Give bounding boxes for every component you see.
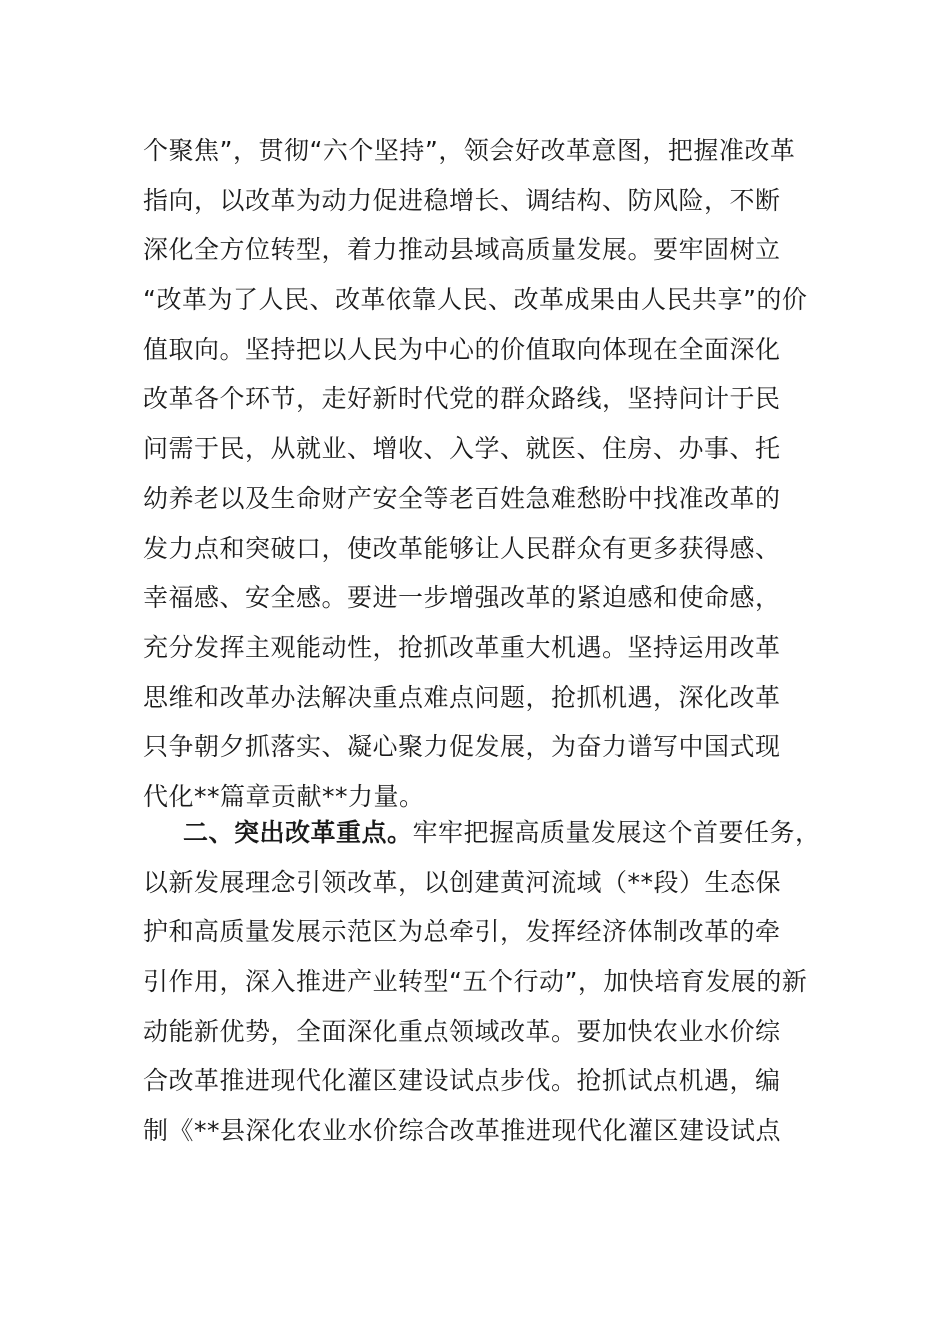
text-line: 指向，以改革为动力促进稳增长、调结构、防风险，不断 <box>143 185 781 215</box>
text-line: “改革为了人民、改革依靠人民、改革成果由人民共享”的价 <box>143 285 808 315</box>
text-line: 护和高质量发展示范区为总牵引，发挥经济体制改革的牵 <box>143 917 781 947</box>
text-line: 只争朝夕抓落实、凝心聚力促发展，为奋力谱写中国式现 <box>143 732 781 762</box>
text-line: 个聚焦”，贯彻“六个坚持”，领会好改革意图，把握准改革 <box>143 136 796 165</box>
text-line: 值取向。坚持把以人民为中心的价值取向体现在全面深化 <box>143 334 781 364</box>
paragraph-2 <box>143 808 833 1156</box>
text-line: 改革各个环节，走好新时代党的群众路线，坚持问计于民 <box>143 384 781 414</box>
text-line: 代化**篇章贡献**力量。 <box>143 781 425 811</box>
first-line-text: 牢牢把握高质量发展这个首要任务， <box>412 818 821 847</box>
text-line: 合改革推进现代化灌区建设试点步伐。抢抓试点机遇，编 <box>143 1066 781 1096</box>
text-line: 充分发挥主观能动性，抢抓改革重大机遇。坚持运用改革 <box>143 632 781 662</box>
text-line: 幼养老以及生命财产安全等老百姓急难愁盼中找准改革的 <box>143 483 781 513</box>
section-heading: 二、突出改革重点。 <box>183 818 413 847</box>
text-line: 引作用，深入推进产业转型“五个行动”，加快培育发展的新 <box>143 967 808 997</box>
text-line: 以新发展理念引领改革，以创建黄河流域（**段）生态保 <box>143 867 782 897</box>
paragraph-first-line <box>143 808 833 858</box>
text-line: 发力点和突破口，使改革能够让人民群众有更多获得感、 <box>143 533 781 563</box>
text-line: 制《**县深化农业水价综合改革推进现代化灌区建设试点 <box>143 1116 782 1146</box>
text-line: 深化全方位转型，着力推动县域高质量发展。要牢固树立 <box>143 235 781 265</box>
paragraph-1 <box>143 126 833 822</box>
text-line: 思维和改革办法解决重点难点问题，抢抓机遇，深化改革 <box>143 682 781 712</box>
text-line: 问需于民，从就业、增收、入学、就医、住房、办事、托 <box>143 434 781 464</box>
text-line: 动能新优势，全面深化重点领域改革。要加快农业水价综 <box>143 1016 781 1046</box>
text-line: 幸福感、安全感。要进一步增强改革的紧迫感和使命感， <box>143 583 781 613</box>
